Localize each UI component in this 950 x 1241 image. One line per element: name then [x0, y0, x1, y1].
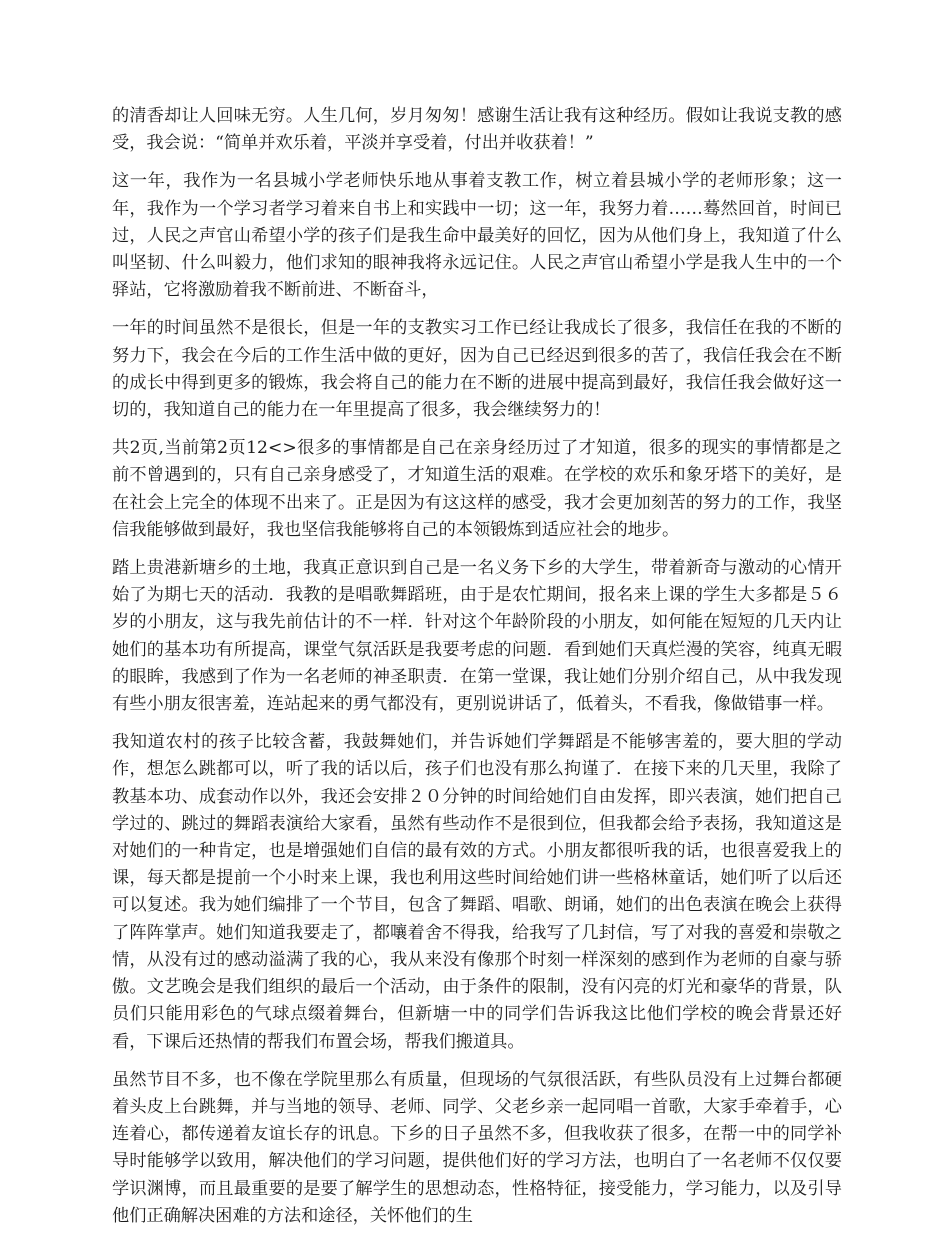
paragraph-6: 我知道农村的孩子比较含蓄，我鼓舞她们，并告诉她们学舞蹈是不能够害羞的，要大胆的学动作，想怎么跳都可以，听了我的话以后，孩子们也没有那么拘谨了．在接下来的几天里，我除了教基本功、成套动作以外，我还会安排２０分钟的时间给她们自由发挥，即兴表演，她们把自己学过的、跳过的舞蹈表演给大家看，虽然有些动作不是很到位，但我都会给予表扬，我知道这是对她们的一种肯定，也是增强她们自信的最有效的方式。小朋友都很听我的话，也很喜爱我上的课，每天都是提前一个小时来上课，我也利用这些时间给她们讲一些格林童话，她们听了以后还可以复述。我为她们编排了一个节目，包含了舞蹈、唱歌、朗诵，她们的出色表演在晚会上获得了阵阵掌声。她们知道我要走了，都嚷着舍不得我，给我写了几封信，写了对我的喜爱和崇敬之情，从没有过的感动溢满了我的心，我从来没有像那个时刻一样深刻的感到作为老师的自豪与骄傲。文艺晚会是我们组织的最后一个活动，由于条件的限制，没有闪亮的灯光和豪华的背景，队员们只能用彩色的气球点缀着舞台，但新塘一中的同学们告诉我这比他们学校的晚会背景还好看，下课后还热情的帮我们布置会场，帮我们搬道具。 [112, 732, 842, 1052]
paragraph-4: 共2页,当前第2页12<>很多的事情都是自己在亲身经历过了才知道，很多的现实的事情都是之前不曾遇到的，只有自己亲身感受了，才知道生活的艰难。在学校的欢乐和象牙塔下的美好，是在社会上完全的体现不出来了。正是因为有这这样的感受，我才会更加刻苦的努力的工作，我坚信我能够做到最好，我也坚信我能够将自己的本领锻炼到适应社会的地步。 [112, 438, 842, 540]
paragraph-1: 的清香却让人回味无穷。人生几何，岁月匆匆！感谢生活让我有这种经历。假如让我说支教的感受，我会说：“简单并欢乐着，平淡并享受着，付出并收获着！” [112, 106, 842, 154]
paragraph-3: 一年的时间虽然不是很长，但是一年的支教实习工作已经让我成长了很多，我信任在我的不断的努力下，我会在今后的工作生活中做的更好，因为自己已经迟到很多的苦了，我信任我会在不断的成长中得到更多的锻炼，我会将自己的能力在不断的进展中提高到最好，我信任我会做好这一切的，我知道自己的能力在一年里提高了很多，我会继续努力的！ [112, 318, 842, 421]
paragraph-7: 虽然节目不多，也不像在学院里那么有质量，但现场的气氛很活跃，有些队员没有上过舞台都硬着头皮上台跳舞，并与当地的领导、老师、同学、父老乡亲一起同唱一首歌，大家手牵着手，心连着心，都传递着友谊长存的讯息。下乡的日子虽然不多，但我收获了很多，在帮一中的同学补导时能够学以致用，解决他们的学习问题，提供他们好的学习方法，也明白了一名老师不仅仅要学识渊博，而且最重要的是要了解学生的思想动态，性格特征，接受能力，学习能力，以及引导他们正确解决困难的方法和途径，关怀他们的生 [112, 1069, 842, 1226]
paragraph-5: 踏上贵港新塘乡的土地，我真正意识到自己是一名义务下乡的大学生，带着新奇与激动的心情开始了为期七天的活动．我教的是唱歌舞蹈班，由于是农忙期间，报名来上课的学生大多都是５６岁的小朋友，这与我先前估计的不一样．针对这个年龄阶段的小朋友，如何能在短短的几天内让她们的基本功有所提高，课堂气氛活跃是我要考虑的问题．看到她们天真烂漫的笑容，纯真无暇的眼眸，我感到了作为一名老师的神圣职责．在第一堂课，我让她们分别介绍自己，从中我发现有些小朋友很害羞，连站起来的勇气都没有，更别说讲话了，低着头，不看我，像做错事一样。 [112, 558, 842, 715]
document-page [112, 103, 842, 1241]
paragraph-2: 这一年，我作为一名县城小学老师快乐地从事着支教工作，树立着县城小学的老师形象；这一年，我作为一个学习者学习着来自书上和实践中一切；这一年，我努力着……蓦然回首，时间已过，人民之声官山希望小学的孩子们是我生命中最美好的回忆，因为从他们身上，我知道了什么叫坚韧、什么叫毅力，他们求知的眼神我将永远记住。人民之声官山希望小学是我人生中的一个驿站，它将激励着我不断前进、不断奋斗， [112, 171, 842, 301]
